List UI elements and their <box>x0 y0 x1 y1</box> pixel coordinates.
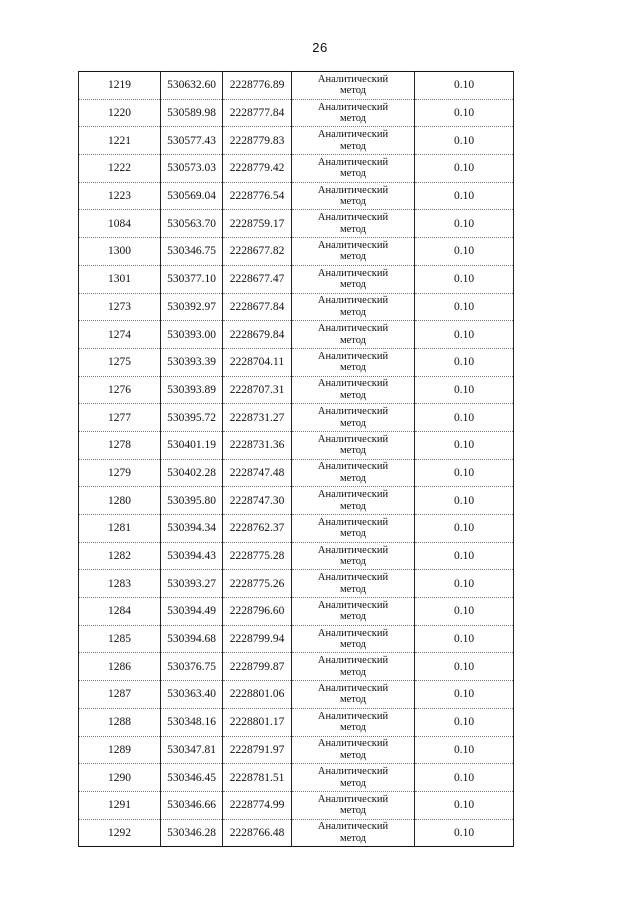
table-row <box>79 736 514 764</box>
method-text-line: метод <box>339 140 367 152</box>
method-text-line: метод <box>339 113 367 125</box>
method-text-line: метод <box>339 583 367 595</box>
y-coordinate-cell: 2228766.48 <box>223 819 292 847</box>
accuracy-cell: 0.10 <box>415 653 514 681</box>
accuracy-cell: 0.10 <box>415 487 514 515</box>
method-text-line: Аналитический <box>317 710 389 722</box>
y-coordinate-cell: 2228762.37 <box>223 515 292 543</box>
x-coordinate-cell: 530394.34 <box>161 515 223 543</box>
method-cell <box>292 791 415 819</box>
table-row <box>79 99 514 127</box>
method-text-line: Аналитический <box>317 627 389 639</box>
accuracy-cell: 0.10 <box>415 431 514 459</box>
method-text-line: метод <box>339 334 367 346</box>
x-coordinate-cell: 530348.16 <box>161 708 223 736</box>
point-number-cell: 1281 <box>79 515 161 543</box>
y-coordinate-cell: 2228781.51 <box>223 764 292 792</box>
method-text-line: Аналитический <box>317 184 389 196</box>
table-row <box>79 321 514 349</box>
method-text-line: метод <box>339 722 367 734</box>
y-coordinate-cell: 2228801.06 <box>223 681 292 709</box>
point-number-cell: 1285 <box>79 625 161 653</box>
accuracy-cell: 0.10 <box>415 99 514 127</box>
point-number-cell: 1288 <box>79 708 161 736</box>
method-cell <box>292 321 415 349</box>
method-text-line: Аналитический <box>317 682 389 694</box>
method-text-line: метод <box>339 556 367 568</box>
table-row <box>79 376 514 404</box>
table-row <box>79 127 514 155</box>
accuracy-cell: 0.10 <box>415 265 514 293</box>
point-number-cell: 1282 <box>79 542 161 570</box>
method-cell <box>292 653 415 681</box>
method-text-line: Аналитический <box>317 489 389 501</box>
method-cell <box>292 708 415 736</box>
y-coordinate-cell: 2228779.42 <box>223 155 292 183</box>
table-row <box>79 72 514 100</box>
x-coordinate-cell: 530573.03 <box>161 155 223 183</box>
y-coordinate-cell: 2228747.48 <box>223 459 292 487</box>
y-coordinate-cell: 2228677.47 <box>223 265 292 293</box>
method-text-line: Аналитический <box>317 239 389 251</box>
accuracy-cell: 0.10 <box>415 542 514 570</box>
point-number-cell: 1286 <box>79 653 161 681</box>
accuracy-cell: 0.10 <box>415 708 514 736</box>
x-coordinate-cell: 530632.60 <box>161 72 223 100</box>
y-coordinate-cell: 2228777.84 <box>223 99 292 127</box>
x-coordinate-cell: 530393.39 <box>161 348 223 376</box>
method-text-line: метод <box>339 85 367 97</box>
x-coordinate-cell: 530394.49 <box>161 598 223 626</box>
method-text-line: Аналитический <box>317 73 389 85</box>
accuracy-cell: 0.10 <box>415 764 514 792</box>
method-text-line: метод <box>339 306 367 318</box>
method-cell <box>292 487 415 515</box>
method-text-line: Аналитический <box>317 766 389 778</box>
point-number-cell: 1277 <box>79 404 161 432</box>
point-number-cell: 1289 <box>79 736 161 764</box>
point-number-cell: 1219 <box>79 72 161 100</box>
method-text-line: Аналитический <box>317 323 389 335</box>
method-text-line: метод <box>339 223 367 235</box>
coordinates-table <box>78 71 514 847</box>
y-coordinate-cell: 2228799.87 <box>223 653 292 681</box>
method-cell <box>292 238 415 266</box>
table-row <box>79 681 514 709</box>
y-coordinate-cell: 2228704.11 <box>223 348 292 376</box>
method-text-line: метод <box>339 832 367 844</box>
table-row <box>79 487 514 515</box>
y-coordinate-cell: 2228775.28 <box>223 542 292 570</box>
accuracy-cell: 0.10 <box>415 210 514 238</box>
x-coordinate-cell: 530346.75 <box>161 238 223 266</box>
method-text-line: Аналитический <box>317 599 389 611</box>
method-text-line: Аналитический <box>317 821 389 833</box>
method-cell <box>292 265 415 293</box>
point-number-cell: 1280 <box>79 487 161 515</box>
method-text-line: метод <box>339 500 367 512</box>
table-row <box>79 293 514 321</box>
x-coordinate-cell: 530393.89 <box>161 376 223 404</box>
point-number-cell: 1292 <box>79 819 161 847</box>
method-cell <box>292 127 415 155</box>
y-coordinate-cell: 2228791.97 <box>223 736 292 764</box>
point-number-cell: 1301 <box>79 265 161 293</box>
method-cell <box>292 542 415 570</box>
accuracy-cell: 0.10 <box>415 155 514 183</box>
point-number-cell: 1300 <box>79 238 161 266</box>
method-text-line: метод <box>339 694 367 706</box>
y-coordinate-cell: 2228779.83 <box>223 127 292 155</box>
point-number-cell: 1273 <box>79 293 161 321</box>
accuracy-cell: 0.10 <box>415 127 514 155</box>
x-coordinate-cell: 530395.72 <box>161 404 223 432</box>
x-coordinate-cell: 530377.10 <box>161 265 223 293</box>
table-row <box>79 210 514 238</box>
accuracy-cell: 0.10 <box>415 515 514 543</box>
table-row <box>79 708 514 736</box>
x-coordinate-cell: 530402.28 <box>161 459 223 487</box>
method-text-line: Аналитический <box>317 267 389 279</box>
method-text-line: метод <box>339 472 367 484</box>
method-cell <box>292 764 415 792</box>
x-coordinate-cell: 530569.04 <box>161 182 223 210</box>
point-number-cell: 1275 <box>79 348 161 376</box>
method-cell <box>292 376 415 404</box>
accuracy-cell: 0.10 <box>415 321 514 349</box>
method-text-line: метод <box>339 362 367 374</box>
point-number-cell: 1274 <box>79 321 161 349</box>
method-text-line: Аналитический <box>317 156 389 168</box>
point-number-cell: 1279 <box>79 459 161 487</box>
point-number-cell: 1223 <box>79 182 161 210</box>
method-cell <box>292 182 415 210</box>
x-coordinate-cell: 530394.43 <box>161 542 223 570</box>
x-coordinate-cell: 530393.27 <box>161 570 223 598</box>
table-row <box>79 265 514 293</box>
method-cell <box>292 99 415 127</box>
x-coordinate-cell: 530395.80 <box>161 487 223 515</box>
y-coordinate-cell: 2228731.27 <box>223 404 292 432</box>
y-coordinate-cell: 2228796.60 <box>223 598 292 626</box>
method-text-line: метод <box>339 611 367 623</box>
x-coordinate-cell: 530392.97 <box>161 293 223 321</box>
x-coordinate-cell: 530346.66 <box>161 791 223 819</box>
x-coordinate-cell: 530376.75 <box>161 653 223 681</box>
method-text-line: Аналитический <box>317 129 389 141</box>
method-cell <box>292 348 415 376</box>
accuracy-cell: 0.10 <box>415 404 514 432</box>
table-row <box>79 542 514 570</box>
point-number-cell: 1287 <box>79 681 161 709</box>
method-text-line: метод <box>339 279 367 291</box>
y-coordinate-cell: 2228776.54 <box>223 182 292 210</box>
accuracy-cell: 0.10 <box>415 736 514 764</box>
method-text-line: Аналитический <box>317 655 389 667</box>
accuracy-cell: 0.10 <box>415 376 514 404</box>
method-text-line: метод <box>339 666 367 678</box>
method-text-line: Аналитический <box>317 516 389 528</box>
method-text-line: метод <box>339 389 367 401</box>
y-coordinate-cell: 2228801.17 <box>223 708 292 736</box>
method-cell <box>292 598 415 626</box>
point-number-cell: 1278 <box>79 431 161 459</box>
x-coordinate-cell: 530393.00 <box>161 321 223 349</box>
table-row <box>79 431 514 459</box>
y-coordinate-cell: 2228775.26 <box>223 570 292 598</box>
method-text-line: метод <box>339 445 367 457</box>
x-coordinate-cell: 530347.81 <box>161 736 223 764</box>
table-row <box>79 598 514 626</box>
point-number-cell: 1284 <box>79 598 161 626</box>
y-coordinate-cell: 2228677.84 <box>223 293 292 321</box>
point-number-cell: 1276 <box>79 376 161 404</box>
method-cell <box>292 293 415 321</box>
method-text-line: Аналитический <box>317 793 389 805</box>
method-cell <box>292 72 415 100</box>
y-coordinate-cell: 2228776.89 <box>223 72 292 100</box>
method-cell <box>292 736 415 764</box>
point-number-cell: 1290 <box>79 764 161 792</box>
y-coordinate-cell: 2228731.36 <box>223 431 292 459</box>
method-cell <box>292 431 415 459</box>
accuracy-cell: 0.10 <box>415 238 514 266</box>
method-text-line: метод <box>339 168 367 180</box>
table-row <box>79 348 514 376</box>
y-coordinate-cell: 2228774.99 <box>223 791 292 819</box>
point-number-cell: 1221 <box>79 127 161 155</box>
accuracy-cell: 0.10 <box>415 293 514 321</box>
accuracy-cell: 0.10 <box>415 72 514 100</box>
accuracy-cell: 0.10 <box>415 348 514 376</box>
table-row <box>79 515 514 543</box>
x-coordinate-cell: 530363.40 <box>161 681 223 709</box>
method-cell <box>292 819 415 847</box>
method-text-line: Аналитический <box>317 378 389 390</box>
table-row <box>79 791 514 819</box>
method-text-line: Аналитический <box>317 433 389 445</box>
method-text-line: метод <box>339 528 367 540</box>
method-cell <box>292 681 415 709</box>
table-row <box>79 459 514 487</box>
table-row <box>79 182 514 210</box>
x-coordinate-cell: 530346.28 <box>161 819 223 847</box>
method-cell <box>292 625 415 653</box>
page-number: 26 <box>312 40 328 55</box>
point-number-cell: 1283 <box>79 570 161 598</box>
method-cell <box>292 155 415 183</box>
accuracy-cell: 0.10 <box>415 570 514 598</box>
y-coordinate-cell: 2228747.30 <box>223 487 292 515</box>
table-row <box>79 653 514 681</box>
x-coordinate-cell: 530577.43 <box>161 127 223 155</box>
table-row <box>79 238 514 266</box>
method-text-line: Аналитический <box>317 572 389 584</box>
method-cell <box>292 404 415 432</box>
accuracy-cell: 0.10 <box>415 791 514 819</box>
y-coordinate-cell: 2228679.84 <box>223 321 292 349</box>
method-text-line: Аналитический <box>317 350 389 362</box>
accuracy-cell: 0.10 <box>415 819 514 847</box>
method-text-line: метод <box>339 639 367 651</box>
accuracy-cell: 0.10 <box>415 598 514 626</box>
x-coordinate-cell: 530563.70 <box>161 210 223 238</box>
method-cell <box>292 210 415 238</box>
method-text-line: метод <box>339 251 367 263</box>
x-coordinate-cell: 530401.19 <box>161 431 223 459</box>
y-coordinate-cell: 2228759.17 <box>223 210 292 238</box>
point-number-cell: 1222 <box>79 155 161 183</box>
accuracy-cell: 0.10 <box>415 459 514 487</box>
y-coordinate-cell: 2228677.82 <box>223 238 292 266</box>
method-cell <box>292 570 415 598</box>
x-coordinate-cell: 530589.98 <box>161 99 223 127</box>
method-text-line: Аналитический <box>317 212 389 224</box>
method-cell <box>292 515 415 543</box>
table-row <box>79 625 514 653</box>
x-coordinate-cell: 530346.45 <box>161 764 223 792</box>
y-coordinate-cell: 2228799.94 <box>223 625 292 653</box>
table-row <box>79 155 514 183</box>
table-row <box>79 764 514 792</box>
accuracy-cell: 0.10 <box>415 182 514 210</box>
point-number-cell: 1084 <box>79 210 161 238</box>
table-row <box>79 404 514 432</box>
method-text-line: Аналитический <box>317 738 389 750</box>
point-number-cell: 1220 <box>79 99 161 127</box>
method-text-line: Аналитический <box>317 406 389 418</box>
x-coordinate-cell: 530394.68 <box>161 625 223 653</box>
table-row <box>79 819 514 847</box>
method-text-line: метод <box>339 805 367 817</box>
method-text-line: Аналитический <box>317 461 389 473</box>
method-text-line: метод <box>339 749 367 761</box>
method-text-line: Аналитический <box>317 295 389 307</box>
method-text-line: Аналитический <box>317 101 389 113</box>
y-coordinate-cell: 2228707.31 <box>223 376 292 404</box>
method-text-line: метод <box>339 417 367 429</box>
coordinates-table-body <box>79 72 514 847</box>
point-number-cell: 1291 <box>79 791 161 819</box>
method-text-line: метод <box>339 777 367 789</box>
method-text-line: Аналитический <box>317 544 389 556</box>
method-cell <box>292 459 415 487</box>
method-text-line: метод <box>339 196 367 208</box>
accuracy-cell: 0.10 <box>415 681 514 709</box>
accuracy-cell: 0.10 <box>415 625 514 653</box>
table-row <box>79 570 514 598</box>
